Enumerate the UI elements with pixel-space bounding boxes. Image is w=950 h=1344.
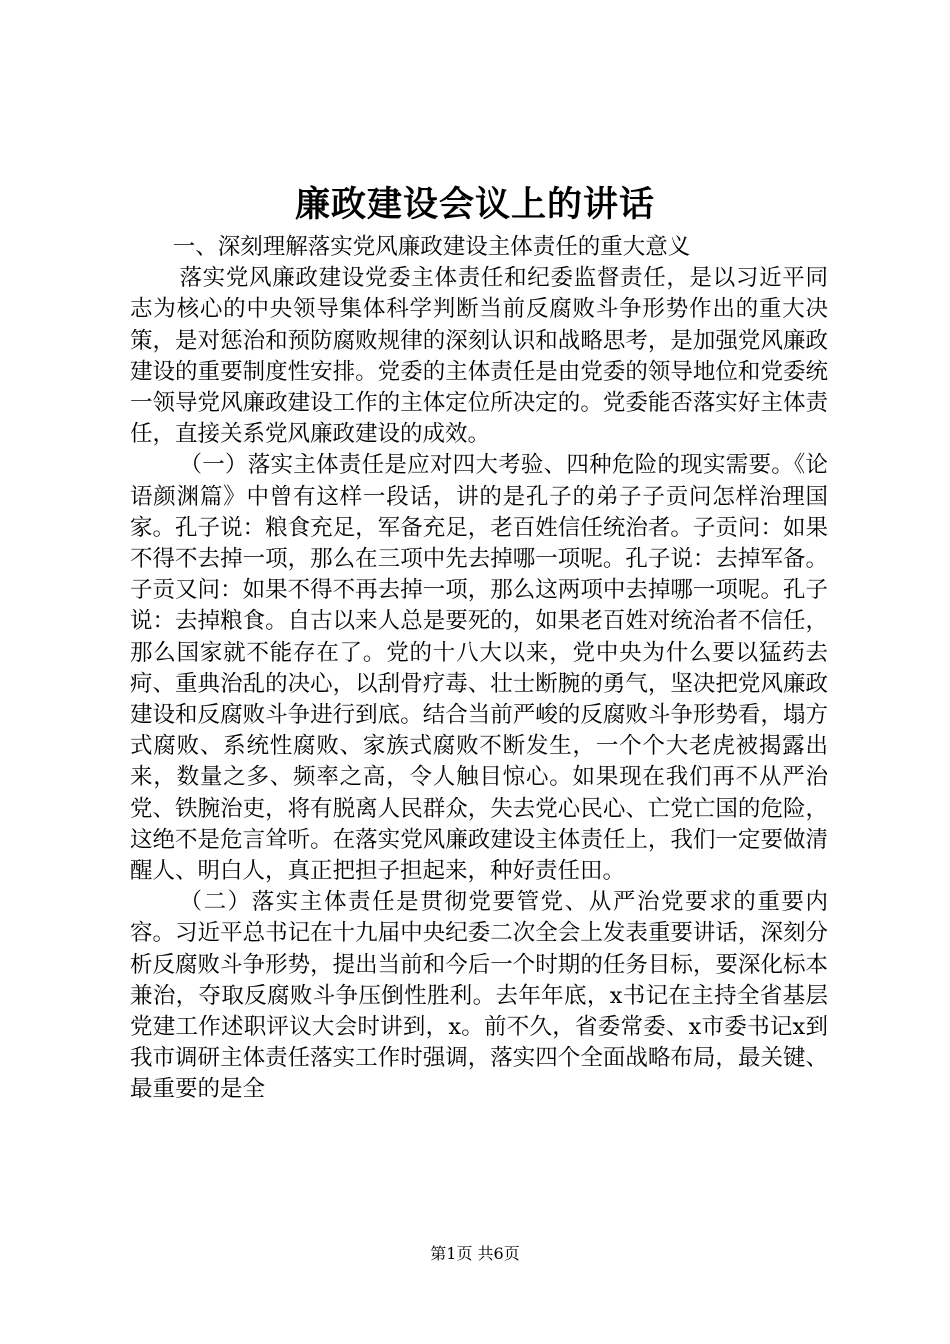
document-title: 廉政建设会议上的讲话 [294,184,655,225]
paragraph-point-two: （二）落实主体责任是贯彻党要管党、从严治党要求的重要内容。习近平总书记在十九届中央纪委二次全会上发表重要讲话，深刻分析反腐败斗争形势，提出当前和今后一个时期的任务目标，要深化标本兼治，夺取反腐败斗争压倒性胜利。去年年底，x书记在主持全省基层党建工作述职评议大会时讲到，x。前不久，省委常委、x市委书记x到我市调研主体责任落实工作时强调，落实四个全面战略布局，最关键、最重要的是全 [130,889,828,1103]
paragraph-point-one: （一）落实主体责任是应对四大考验、四种危险的现实需要。《论语颜渊篇》中曾有这样一段话，讲的是孔子的弟子子贡问怎样治理国家。孔子说：粮食充足，军备充足，老百姓信任统治者。子贡问：如果不得不去掉一项，那么在三项中先去掉哪一项呢。孔子说：去掉军备。子贡又问：如果不得不再去掉一项，那么这两项中去掉哪一项呢。孔子说：去掉粮食。自古以来人总是要死的，如果老百姓对统治者不信任，那么国家就不能存在了。党的十八大以来，党中央为什么要以猛药去疴、重典治乱的决心，以刮骨疗毒、壮士断腕的勇气，坚决把党风廉政建设和反腐败斗争进行到底。结合当前严峻的反腐败斗争形势看，塌方式腐败、系统性腐败、家族式腐败不断发生，一个个大老虎被揭露出来，数量之多、频率之高，令人触目惊心。如果现在我们再不从严治党、铁腕治吏，将有脱离人民群众，失去党心民心、亡党亡国的危险，这绝不是危言耸听。在落实党风廉政建设主体责任上，我们一定要做清醒人、明白人，真正把担子担起来，种好责任田。 [130,452,828,885]
page-number: 第1页 共6页 [430,1244,520,1263]
section-heading: 一、深刻理解落实党风廉政建设主体责任的重大意义 [172,234,691,260]
document-body [130,232,828,1106]
paragraph-intro: 落实党风廉政建设党委主体责任和纪委监督责任，是以习近平同志为核心的中央领导集体科学判断当前反腐败斗争形势作出的重大决策，是对惩治和预防腐败规律的深刻认识和战略思考，是加强党风廉政建设的重要制度性安排。党委的主体责任是由党委的领导地位和党委统一领导党风廉政建设工作的主体定位所决定的。党委能否落实好主体责任，直接关系党风廉政建设的成效。 [130,265,828,448]
